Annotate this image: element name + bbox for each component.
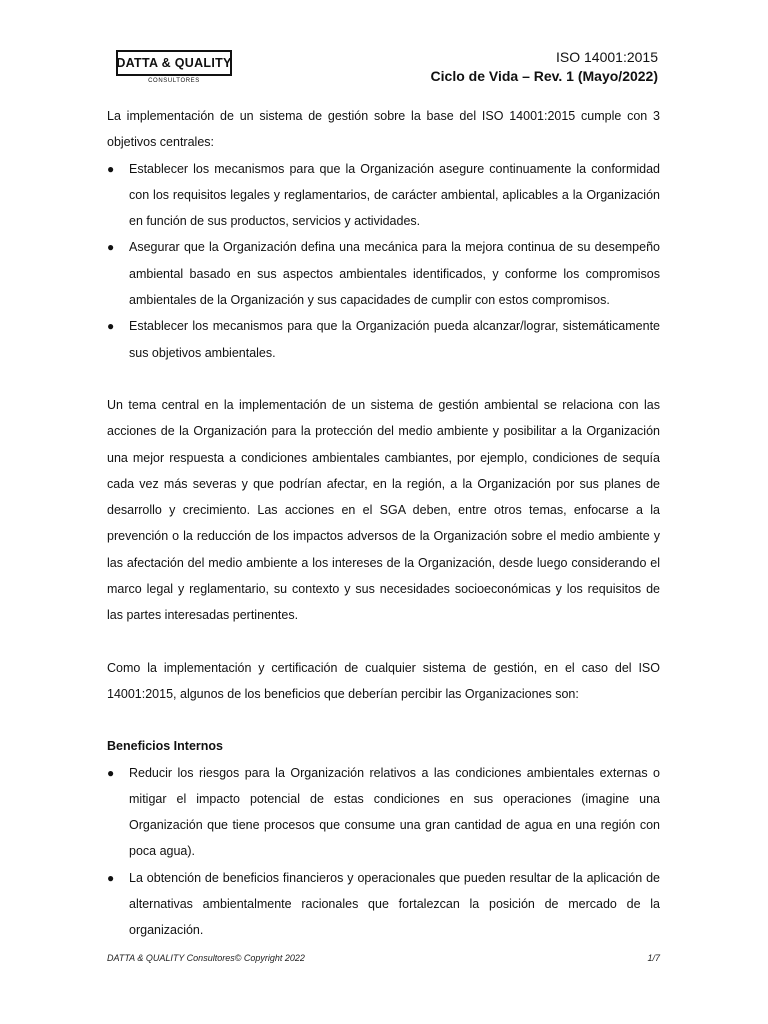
copyright-text: DATTA & QUALITY Consultores© Copyright 2022 [107,953,305,963]
bullet-icon: ● [107,319,115,334]
standard-label: ISO 14001:2015 [556,49,658,65]
company-logo [116,50,232,84]
central-theme-paragraph: Un tema central en la implementación de un sistema de gestión ambiental se relaciona con las acciones de la Organización para la protección del medio ambiente y posibilitar a la Organización una mejor respuesta a condiciones ambientales cambiantes, por ejemplo, condiciones de sequía cada vez más severas y que podrían afectar, en la región, a la Organización por sus planes de desarrollo y crecimiento. Las acciones en el SGA deben, entre otros temas, enfocarse a la prevención o la reducción de los impactos adversos de la Organización sobre el medio ambiente y las afectación del medio ambiente a los intereses de la Organización, desde luego considerando el marco legal y reglamentario, su contexto y sus necesidades socioeconómicas y los requisitos de las partes interesadas pertinentes. [107,397,660,623]
page-number: 1/7 [647,953,660,963]
bullet-icon: ● [107,765,115,780]
section-heading: Beneficios Internos [107,739,223,754]
list-item: ● Reducir los riesgos para la Organización relativos a las condiciones ambientales externas o mitigar el impacto potencial de estas condiciones en sus operaciones (imagine una Organización que tiene procesos que consume una gran cantidad de agua en una región con poca agua). [107,760,660,865]
bullet-icon: ● [107,240,115,255]
list-item: ● Establecer los mecanismos para que la Organización asegure continuamente la conformidad con los requisitos legales y reglamentarios, de carácter ambiental, aplicables a la Organización en función de sus productos, servicios y actividades. [107,156,660,235]
bullet-icon: ● [107,870,115,885]
page-footer [107,953,660,963]
list-item: ● La obtención de beneficios financieros y operacionales que pueden resultar de la aplicación de alternativas ambientalmente racionales que fortalezcan la posición de mercado de la organización. [107,865,660,944]
objectives-list [107,156,660,366]
intro-paragraph: La implementación de un sistema de gestión sobre la base del ISO 14001:2015 cumple con 3 objetivos centrales: [107,109,660,150]
logo-text: DATTA & QUALITY [116,50,232,76]
document-header [431,48,658,86]
document-body [107,103,660,944]
benefits-intro-paragraph: Como la implementación y certificación de cualquier sistema de gestión, en el caso del ISO 14001:2015, algunos de los beneficios que deberían percibir las Organizaciones son: [107,660,660,701]
bullet-icon: ● [107,161,115,176]
revision-label: Ciclo de Vida – Rev. 1 (Mayo/2022) [430,68,658,84]
list-item: ● Establecer los mecanismos para que la Organización pueda alcanzar/lograr, sistemáticamente sus objetivos ambientales. [107,313,660,366]
list-item: ● Asegurar que la Organización defina una mecánica para la mejora continua de su desempeño ambiental basado en sus aspectos ambientales identificados, y conforme los compromisos ambientales de la Organización y sus capacidades de cumplir con estos compromisos. [107,234,660,313]
internal-benefits-list [107,760,660,944]
logo-subtitle: CONSULTORES [148,78,200,84]
